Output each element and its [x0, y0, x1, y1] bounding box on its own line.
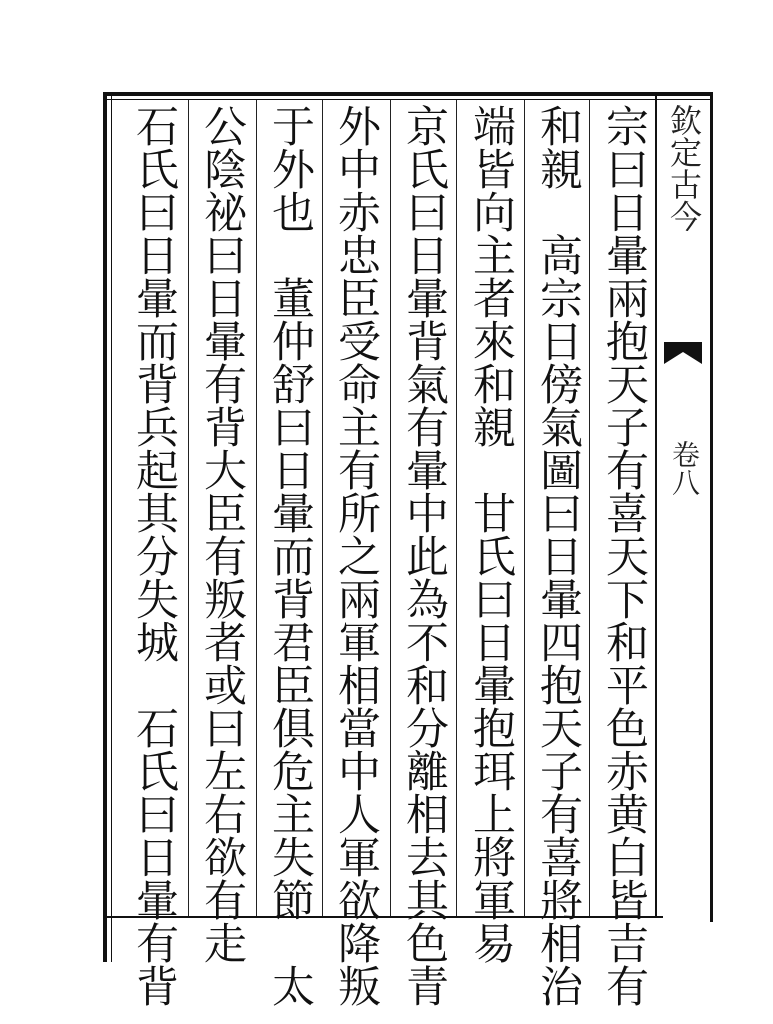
frame-top-inner-border [103, 99, 713, 100]
column-rule [456, 100, 457, 916]
frame-left-border [103, 92, 107, 962]
text-column-7: 公陰祕曰日暈有背大臣有叛者或曰左右欲有走 [197, 104, 247, 964]
column-rule [188, 100, 189, 916]
column-rule [256, 100, 257, 916]
column-rule [390, 100, 391, 916]
text-column-4: 京氏曰日暈背氣有暈中此為不和分離相去其色青 [399, 104, 449, 1007]
margin-volume-label: 卷八 [668, 440, 701, 496]
margin-book-title: 欽定古今 [665, 104, 703, 232]
frame-right-border [655, 92, 657, 918]
frame-top-border [103, 92, 713, 96]
text-column-2: 和親 高宗日傍氣圖曰日暈四抱天子有喜將相治 [533, 104, 583, 1007]
text-column-1: 宗曰日暈兩抱天子有喜天下和平色赤黄白皆吉有 [599, 104, 649, 1007]
column-rule [589, 100, 590, 916]
frame-outer-right-border [710, 92, 713, 922]
text-column-5: 外中赤忠臣受命主有所之兩軍相當中人軍欲降叛 [331, 104, 381, 1007]
fish-tail-mark-icon [664, 342, 702, 364]
frame-left-inner-border [111, 92, 112, 962]
text-column-6: 于外也 董仲舒曰日暈而背君臣俱危主失節 太 [265, 104, 315, 1007]
text-column-3: 端皆向主者來和親 甘氏曰日暈抱珥上將軍易 [466, 104, 516, 964]
column-rule [524, 100, 525, 916]
text-column-8: 石氏曰日暈而背兵起其分失城 石氏曰日暈有背 [129, 104, 179, 1007]
column-rule [322, 100, 323, 916]
